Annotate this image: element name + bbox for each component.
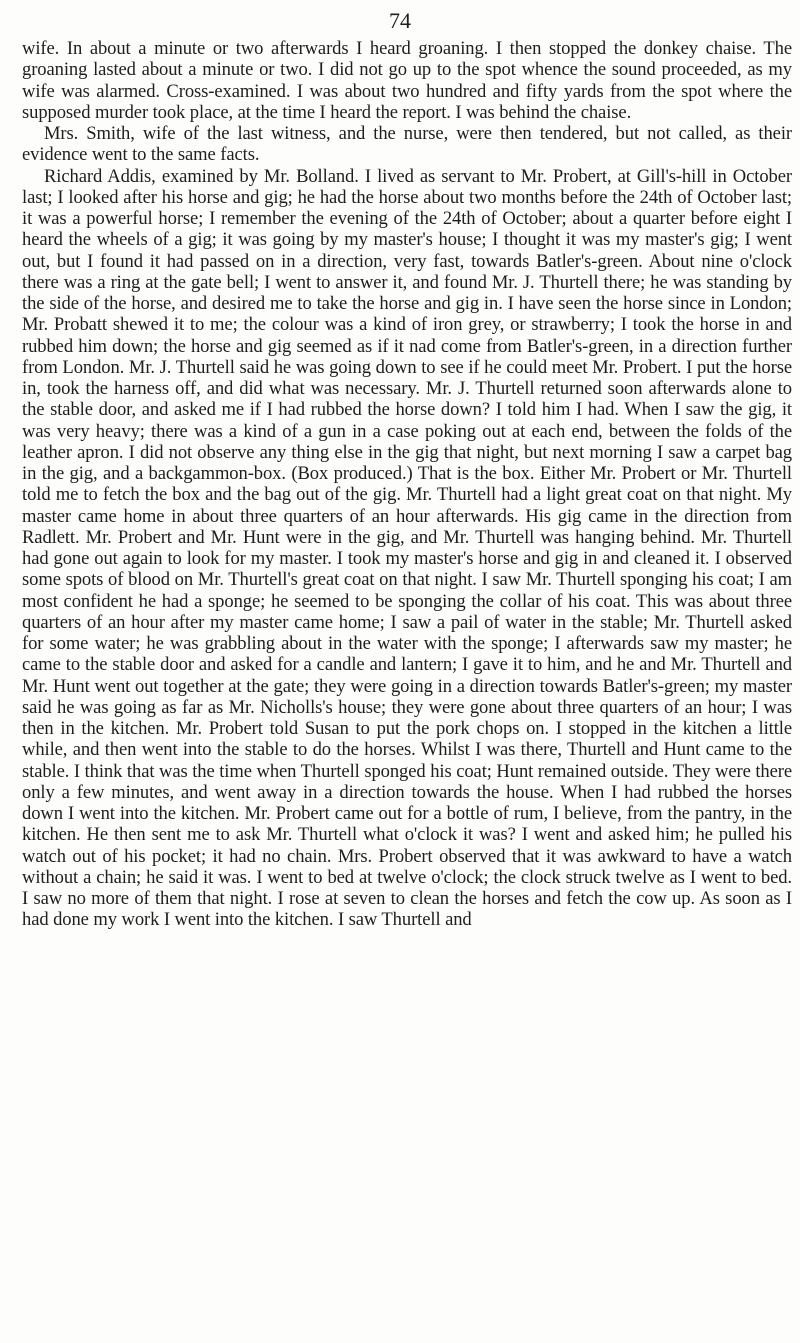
paragraph-2: Mrs. Smith, wife of the last witness, and the nurse, were then tendered, but not called, as their evidence went to the same facts. xyxy=(22,123,792,166)
body-text xyxy=(22,38,792,931)
page-number: 74 xyxy=(389,8,411,33)
paragraph-3: Richard Addis, examined by Mr. Bolland. I lived as servant to Mr. Probert, at Gill's-hill in October last; I looked after his horse and gig; he had the horse about two months before the 24th of October last; it was a powerful horse; I remember the evening of the 24th of October; about a quarter before eight I heard the wheels of a gig; it was going by my master's house; I thought it was my master's gig; I went out, but I found it had passed on in a direction, very fast, towards Batler's-green. About nine o'clock there was a ring at the gate bell; I went to answer it, and found Mr. J. Thurtell there; he was standing by the side of the horse, and desired me to take the horse and gig in. I have seen the horse since in London; Mr. Probatt shewed it to me; the colour was a kind of iron grey, or strawberry; I took the horse in and rubbed him down; the horse and gig seemed as if it nad come from Batler's-green, in a direction further from London. Mr. J. Thurtell said he was going down to see if he could meet Mr. Probert. I put the horse in, took the harness off, and did what was necessary. Mr. J. Thurtell returned soon afterwards alone to the stable door, and asked me if I had rubbed the horse down? I told him I had. When I saw the gig, it was very heavy; there was a kind of a gun in a case poking out at each end, between the folds of the leather apron. I did not observe any thing else in the gig that night, but next morning I saw a carpet bag in the gig, and a backgammon-box. (Box produced.) That is the box. Either Mr. Probert or Mr. Thurtell told me to fetch the box and the bag out of the gig. Mr. Thurtell had a light great coat on that night. My master came home in about three quarters of an hour afterwards. His gig came in the direction from Radlett. Mr. Probert and Mr. Hunt were in the gig, and Mr. Thurtell was hanging behind. Mr. Thurtell had gone out again to look for my master. I took my master's horse and gig in and cleaned it. I observed some spots of blood on Mr. Thurtell's great coat on that night. I saw Mr. Thurtell sponging his coat; I am most confident he had a sponge; he seemed to be sponging the collar of his coat. This was about three quarters of an hour after my master came home; I saw a pail of water in the stable; Mr. Thurtell asked for some water; he was grabbling about in the water with the sponge; I afterwards saw my master; he came to the stable door and asked for a candle and lantern; I gave it to him, and he and Mr. Thurtell and Mr. Hunt went out together at the gate; they were going in a direction towards Batler's-green; my master said he was going as far as Mr. Nicholls's house; they were gone about three quarters of an hour; I was then in the kitchen. Mr. Probert told Susan to put the pork chops on. I stopped in the kitchen a little while, and then went into the stable to do the horses. Whilst I was there, Thurtell and Hunt came to the stable. I think that was the time when Thurtell sponged his coat; Hunt remained outside. They were there only a few minutes, and went away in a direction towards the house. When I had rubbed the horses down I went into the kitchen. Mr. Probert came out for a bottle of rum, I believe, from the pantry, in the kitchen. He then sent me to ask Mr. Thurtell what o'clock it was? I went and asked him; he pulled his watch out of his pocket; it had no chain. Mrs. Probert observed that it was awkward to have a watch without a chain; he said it was. I went to bed at twelve o'clock; the clock struck twelve as I went to bed. I saw no more of them that night. I rose at seven to clean the horses and fetch the cow up. As soon as I had done my work I went into the kitchen. I saw Thurtell and xyxy=(22,165,792,931)
paragraph-1: wife. In about a minute or two afterwards I heard groaning. I then stopped the donkey chaise. The groaning lasted about a minute or two. I did not go up to the spot whence the sound proceeded, as my wife was alarmed. Cross-examined. I was about two hundred and fifty yards from the spot where the supposed murder took place, at the time I heard the report. I was behind the chaise. xyxy=(22,38,792,123)
